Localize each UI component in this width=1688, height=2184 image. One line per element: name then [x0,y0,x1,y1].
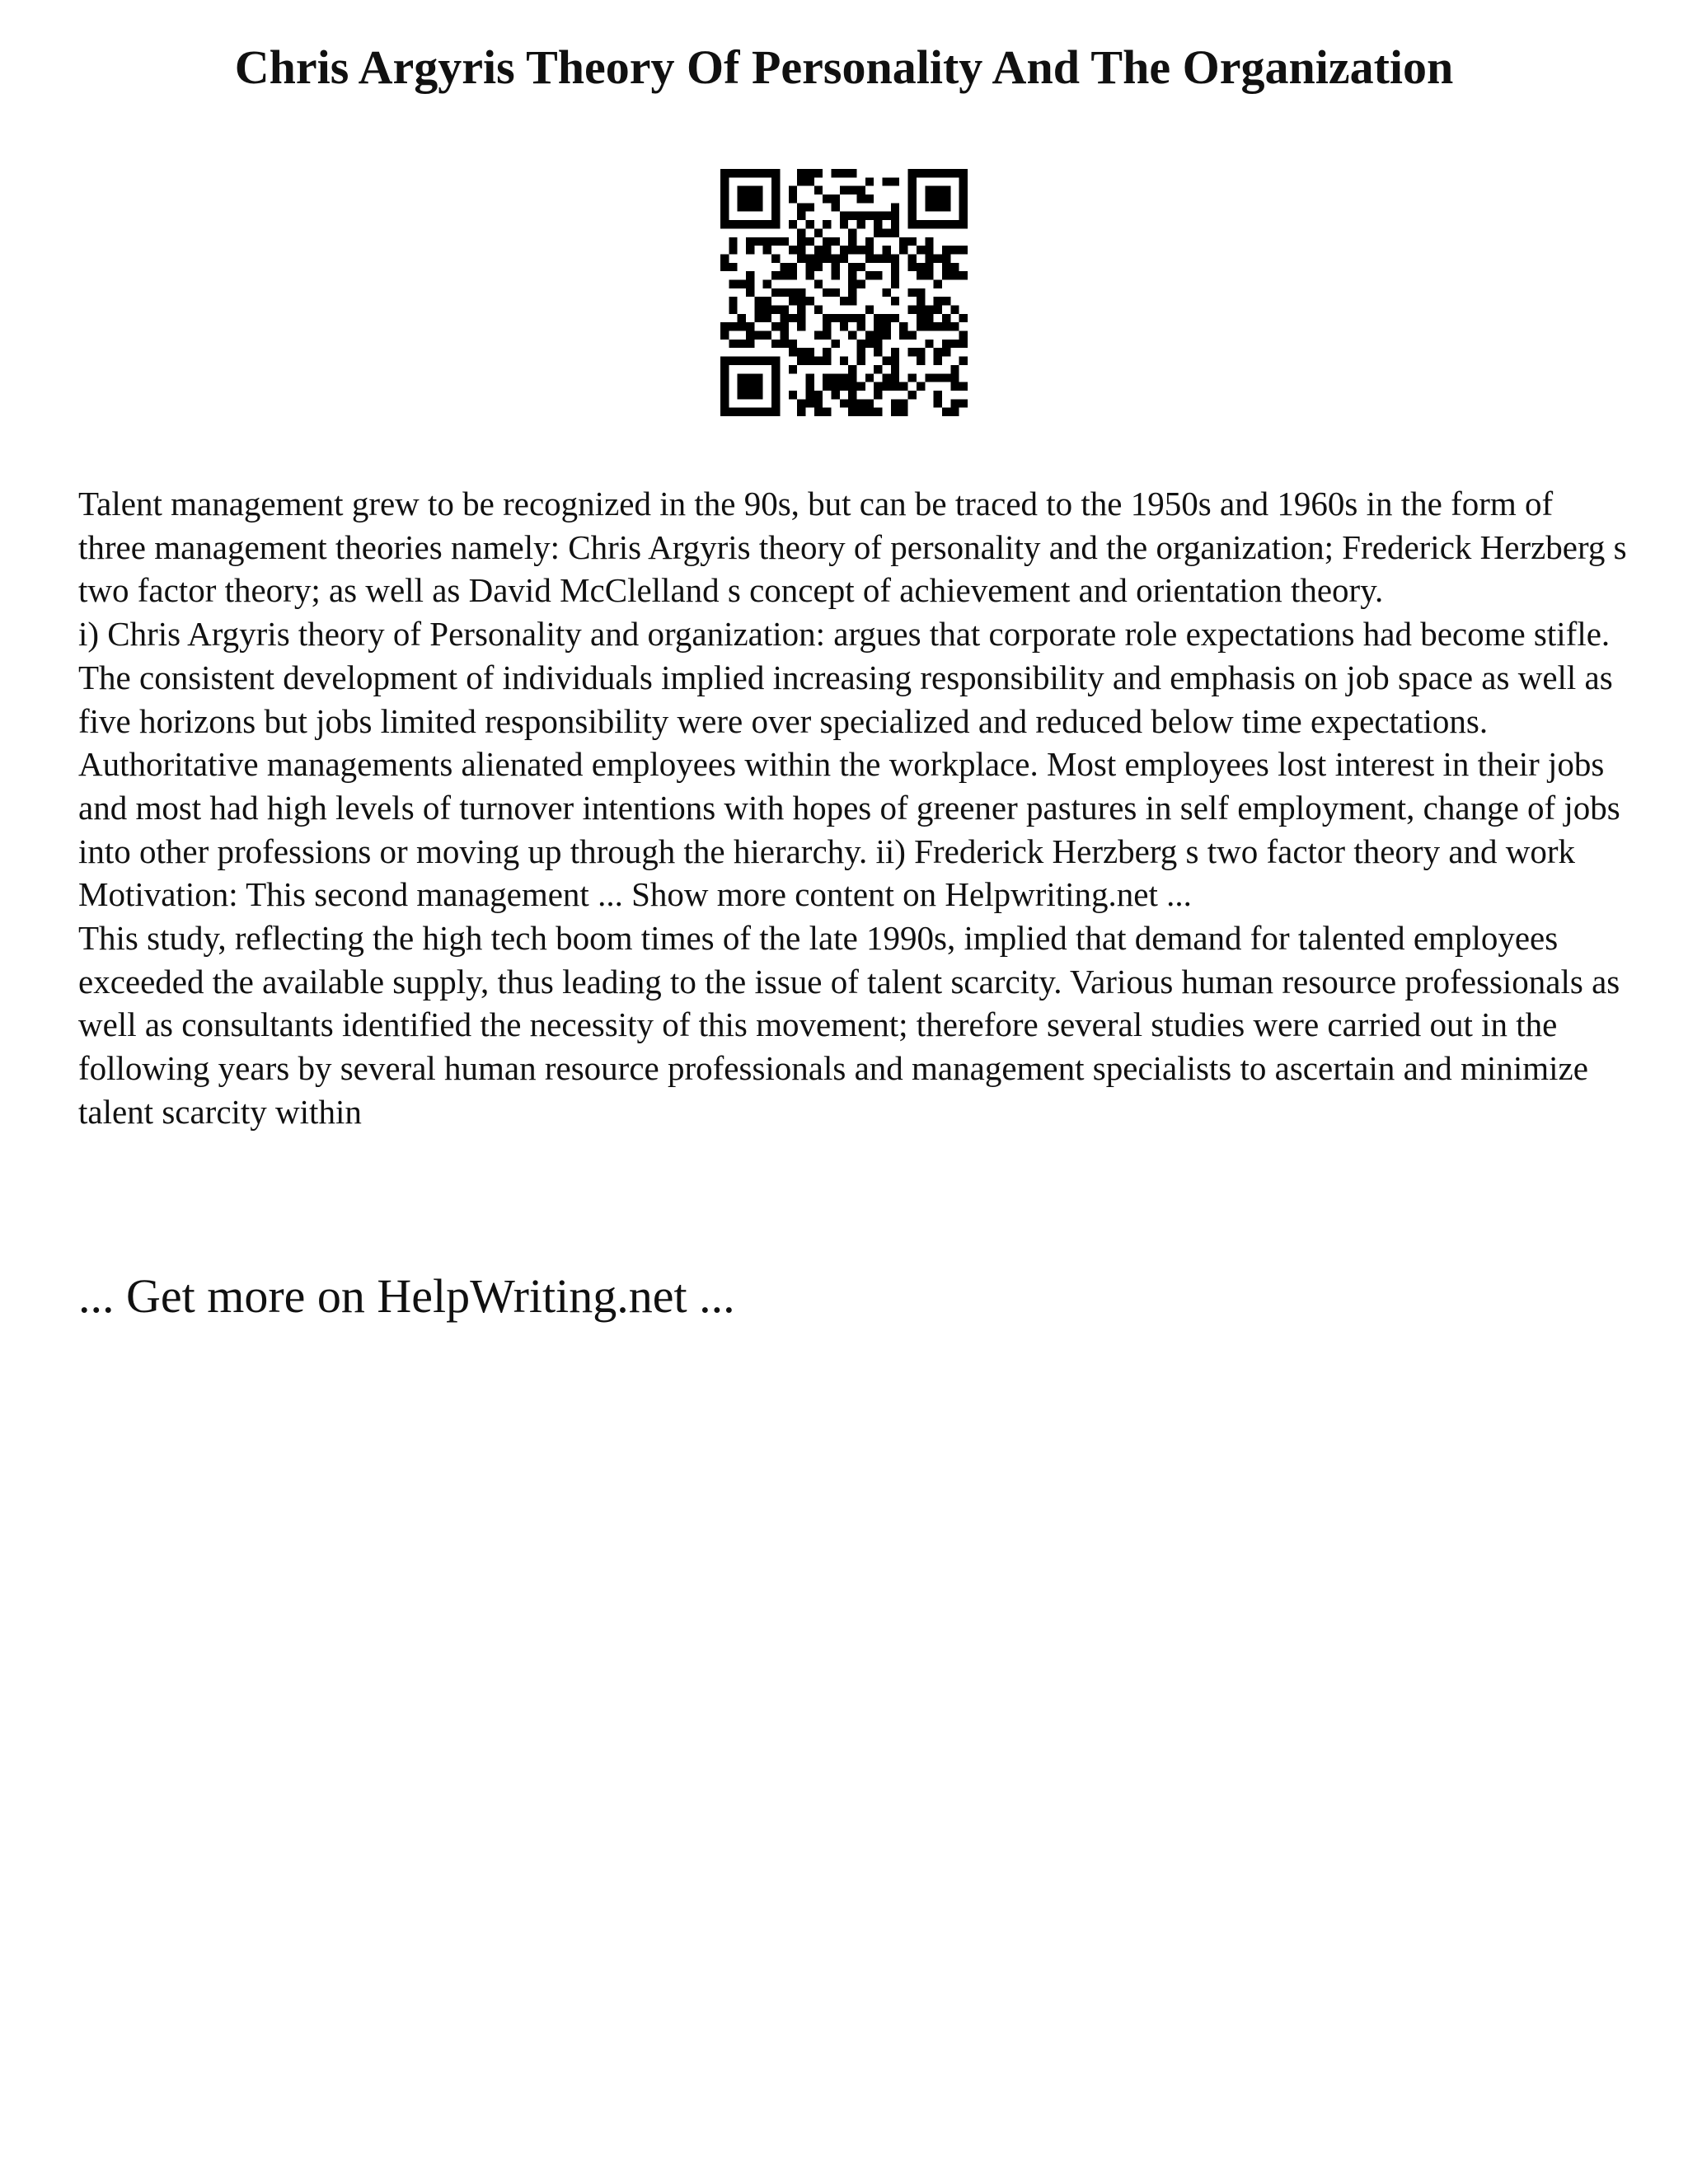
qr-code-icon [720,169,968,416]
article-body [78,482,1628,1134]
page-title: Chris Argyris Theory Of Personality And The Organization [234,40,1454,94]
paragraph: Talent management grew to be recognized in the 90s, but can be traced to the 1950s and 1960s in the form of three management theories namely: Chris Argyris theory of personality and the organization; Frederick Herzberg s two factor theory; as well as David McClelland s concept of achievement and orientation theory. [78,485,1627,610]
paragraph: i) Chris Argyris theory of Personality and organization: argues that corporate role expectations had become stifle. The consistent development of individuals implied increasing responsibility and emphasis on job space as well as five horizons but jobs limited responsibility were over specialized and reduced below time expectations. Authoritative managements alienated employees within the workplace. Most employees lost interest in their jobs and most had high levels of turnover intentions with hopes of greener pastures in self employment, change of jobs into other professions or moving up through the hierarchy. ii) Frederick Herzberg s two factor theory and work Motivation: This second management ... Show more content on Helpwriting.net ... [78,615,1620,914]
get-more-link[interactable]: ... Get more on HelpWriting.net ... [78,1269,735,1323]
paragraph: This study, reflecting the high tech boom times of the late 1990s, implied that demand for talented employees exceeded the available supply, thus leading to the issue of talent scarcity. Various human resource professionals as well as consultants identified the necessity of this movement; therefore several studies were carried out in the following years by several human resource professionals and management specialists to ascertain and minimize talent scarcity within [78,919,1620,1131]
